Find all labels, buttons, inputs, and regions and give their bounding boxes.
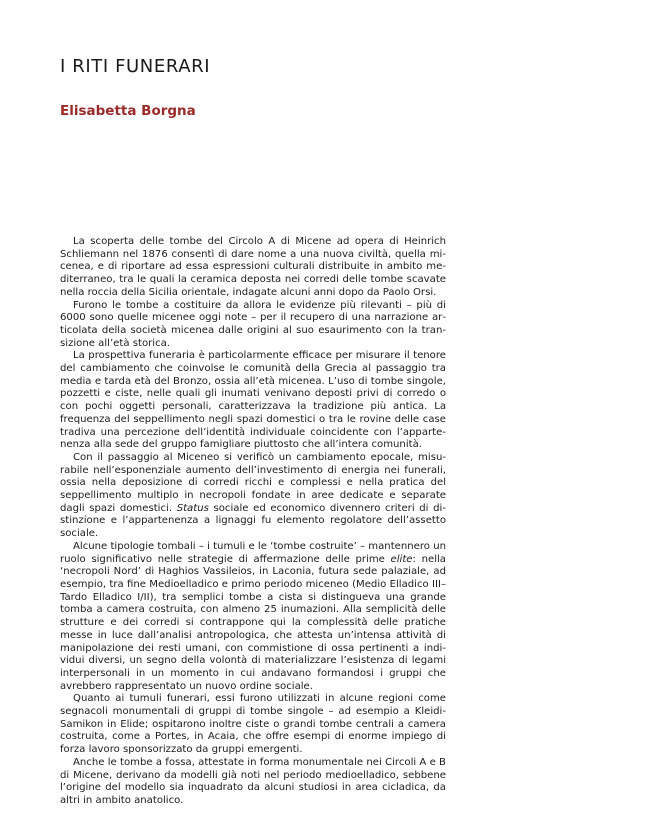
- body-paragraph: [60, 350, 446, 452]
- text-run: La prospettiva funeraria è particolarmente efficace per misurare il tenore del cambiamento che coinvolse le comunità della Grecia al passaggio tra media e tarda età del Bronzo, ossia all’età micenea. L’uso di tombe singole, pozzetti e ciste, nelle quali gli inumati venivano deposti privi di corredo o con pochi oggetti personali, caratterizzava la tradizione più antica. La frequenza del seppellimento negli spazi domestici o tra le rovine delle case tradiva una percezione dell’identità individuale coincidente con l’appartenenza alla sede del gruppo famigliare piuttosto che all’intera comunità.: [60, 350, 446, 451]
- text-run: Con il passaggio al Miceneo si verificò un cambiamento epocale, misurabile nell’esponenziale aumento dell’investimento di energia nei funerali, ossia nella deposizione di corredi ricchi e complessi e nella pratica del seppellimento multiplo in necropoli fondate in aree dedicate e separate dagli spazi domestici.: [60, 451, 446, 514]
- text-run: Quanto ai tumuli funerari, essi furono utilizzati in alcune regioni come segnacoli monumentali di gruppi di tombe singole – ad esempio a Kleidi-Samikon in Elide; ospitarono inoltre ciste o grandi tombe centrali a camera costruita, come a Portes, in Acaia, che offre esempi di enorme impiego di forza lavoro sponsorizzato da gruppi emergenti.: [60, 693, 446, 756]
- chapter-title: I RITI FUNERARI: [60, 56, 211, 77]
- text-run: Anche le tombe a fossa, attestate in forma monumentale nei Circoli A e B di Micene, derivano da modelli già noti nel periodo medioelladico, sebbene l’origine del modello sia inquadrato da alcuni studiosi in area cicladica, da altri in ambito anatolico.: [60, 756, 446, 806]
- chapter-author: Elisabetta Borgna: [60, 103, 196, 119]
- body-paragraph: [60, 693, 446, 757]
- body-text: [60, 236, 446, 808]
- text-run: La scoperta delle tombe del Circolo A di Micene ad opera di Heinrich Schliemann nel 1876 consentì di dare nome a una nuova civiltà, quella micenea, e di riportare ad essa espressioni culturali distribuite in ambito mediterraneo, tra le quali la ceramica deposta nei corredi delle tombe scavate nella roccia della Sicilia orientale, indagate alcuni anni dopo da Paolo Orsi.: [60, 236, 446, 298]
- body-paragraph: [60, 452, 446, 541]
- italic-term: Status: [176, 502, 209, 514]
- body-paragraph: [60, 757, 446, 808]
- text-run: : nella ‘necropoli Nord’ di Haghios Vassileios, in Laconia, futura sede palaziale, ad esempio, tra fine Medioelladico e primo periodo miceneo (Medio Elladico III–Tardo Elladico I/II), tra semplici tombe a cista si distingueva una grande tomba a camera costruita, con almeno 25 inumazioni. Alla semplicità delle strutture e dei corredi si contrappone qui la complessità delle pratiche messe in luce dall’analisi antropologica, che attesta un’intensa attività di manipolazione dei resti umani, con commistione di ossa pertinenti a individui diversi, un segno della volontà di materializzare l’esistenza di legami interpersonali in un momento in cui andavano formandosi i gruppi che avrebbero rappresentato un nuovo ordine sociale.: [60, 553, 446, 692]
- text-run: Furono le tombe a costituire da allora le evidenze più rilevanti – più di 6000 sono quelle micenee oggi note – per il recupero di una narrazione articolata della società micenea dalle origini al suo esaurimento con la transizione all’età storica.: [60, 299, 446, 349]
- body-paragraph: [60, 236, 446, 300]
- italic-term: elite: [390, 553, 413, 565]
- body-paragraph: [60, 300, 446, 351]
- body-paragraph: [60, 541, 446, 693]
- text-run: Alcune tipologie tombali – i tumuli e le ‘tombe costruite’ – mantennero un ruolo significativo nelle strategie di affermazione delle prime: [60, 540, 446, 565]
- text-run: sociale ed economico divennero criteri di distinzione e l’appartenenza a lignaggi fu elemento regolatore dell’assetto sociale.: [60, 502, 446, 540]
